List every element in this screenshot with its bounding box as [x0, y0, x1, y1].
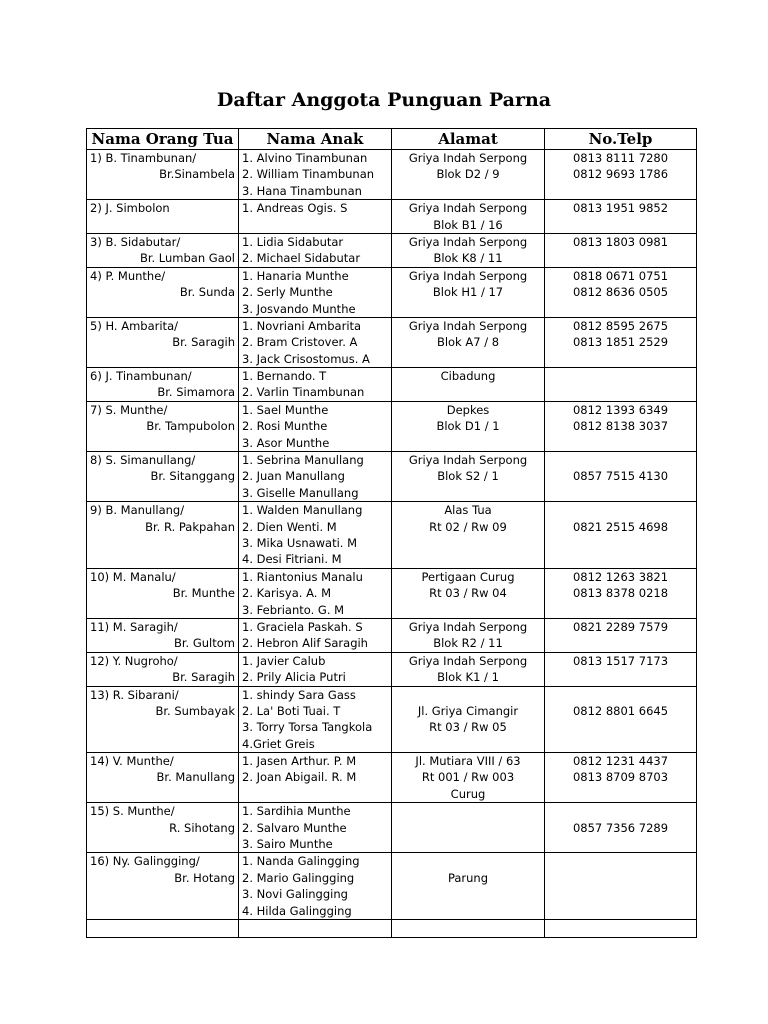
parent-name-line: 14) V. Munthe/: [90, 754, 174, 769]
child-name: 1. Lidia Sidabutar: [242, 234, 344, 249]
address-cell: [392, 200, 545, 234]
parent-name-cell: [87, 267, 239, 317]
table-row: [87, 452, 697, 502]
parent-name-line: Br. Manullang: [156, 770, 235, 785]
child-name: 2. Rosi Munthe: [242, 419, 328, 434]
address-line: Blok D1 / 1: [436, 419, 500, 434]
phone-number: 0813 8709 8703: [572, 770, 669, 785]
child-name: 1. Sael Munthe: [242, 402, 329, 417]
child-name: 3. Torry Torsa Tangkola: [242, 720, 373, 735]
phone-number: 0812 1231 4437: [572, 754, 669, 769]
parent-name-cell: [87, 200, 239, 234]
parent-name-line: Br. Hotang: [174, 870, 235, 885]
address-line: Pertigaan Curug: [421, 569, 515, 584]
address-line: Rt 03 / Rw 04: [429, 586, 507, 601]
address-cell: [392, 502, 545, 569]
address-line: Blok D2 / 9: [436, 167, 500, 182]
empty-cell: [239, 919, 392, 937]
child-name: 2. Serly Munthe: [242, 285, 333, 300]
address-cell: [392, 401, 545, 451]
parent-name-cell: [87, 317, 239, 367]
child-name: 3. Mika Usnawati. M: [242, 535, 358, 550]
phone-number: 0821 2515 4698: [572, 519, 669, 534]
parent-name-line: Br. Simamora: [157, 385, 235, 400]
phone-number: 0857 7356 7289: [572, 820, 669, 835]
table-row: [87, 568, 697, 618]
table-row: [87, 267, 697, 317]
child-name: 3. Asor Munthe: [242, 435, 330, 450]
children-names-cell: [239, 317, 392, 367]
phone-cell: [545, 618, 697, 652]
address-line: Blok R2 / 11: [433, 636, 503, 651]
member-table: [86, 128, 697, 938]
parent-name-line: 10) M. Manalu/: [90, 569, 176, 584]
parent-name-cell: [87, 618, 239, 652]
child-name: 2. Salvaro Munthe: [242, 820, 347, 835]
phone-cell: [545, 452, 697, 502]
parent-name-line: 9) B. Manullang/: [90, 503, 185, 518]
address-cell: [392, 368, 545, 402]
parent-name-cell: [87, 803, 239, 853]
children-names-cell: [239, 150, 392, 200]
address-line: [395, 853, 541, 869]
parent-name-line: 11) M. Saragih/: [90, 619, 178, 634]
phone-cell: [545, 502, 697, 569]
child-name: 1. Sebrina Manullang: [242, 453, 364, 468]
table-row: [87, 233, 697, 267]
child-name: 1. Bernando. T: [242, 369, 327, 384]
address-line: Rt 02 / Rw 09: [429, 519, 507, 534]
phone-cell: [545, 233, 697, 267]
phone-cell: [545, 150, 697, 200]
child-name: 2. La' Boti Tuai. T: [242, 703, 341, 718]
address-line: Blok K8 / 11: [433, 251, 503, 266]
parent-name-cell: [87, 686, 239, 753]
parent-name-line: 8) S. Simanullang/: [90, 453, 196, 468]
phone-number: 0812 1263 3821: [572, 569, 669, 584]
address-line: Depkes: [446, 402, 490, 417]
phone-cell: [545, 317, 697, 367]
page-title: Daftar Anggota Punguan Parna: [216, 89, 552, 111]
parent-name-line: 6) J. Tinambunan/: [90, 369, 192, 384]
child-name: 3. Giselle Manullang: [242, 485, 359, 500]
phone-number: 0857 7515 4130: [572, 469, 669, 484]
children-names-cell: [239, 853, 392, 920]
child-name: 2. Dien Wenti. M: [242, 519, 337, 534]
table-row: [87, 803, 697, 853]
address-line: Griya Indah Serpong: [408, 653, 528, 668]
address-line: [395, 687, 541, 703]
child-name: 1. Alvino Tinambunan: [242, 151, 368, 165]
child-name: 1. Nanda Galingging: [242, 854, 360, 869]
table-row: [87, 652, 697, 686]
table-row: [87, 368, 697, 402]
table-row: [87, 753, 697, 803]
address-cell: [392, 317, 545, 367]
parent-name-line: Br. Saragih: [172, 335, 235, 350]
table-header-row: [87, 129, 697, 150]
address-line: Blok B1 / 16: [433, 217, 503, 232]
address-line: Cibadung: [440, 369, 496, 384]
child-name: 1. Javier Calub: [242, 653, 326, 668]
phone-cell: [545, 368, 697, 402]
parent-name-line: Br.Sinambela: [159, 167, 235, 182]
child-name: 3. Josvando Munthe: [242, 301, 356, 316]
phone-number: 0812 8138 3037: [572, 419, 669, 434]
address-cell: [392, 233, 545, 267]
address-line: Griya Indah Serpong: [408, 268, 528, 283]
parent-name-line: 15) S. Munthe/: [90, 804, 175, 819]
address-line: Blok H1 / 17: [432, 285, 504, 300]
phone-number: 0812 1393 6349: [572, 402, 669, 417]
phone-number: 0821 2289 7579: [572, 619, 669, 634]
address-line: Alas Tua: [444, 503, 492, 518]
parent-name-line: Br. Saragih: [172, 670, 235, 685]
phone-cell: [545, 200, 697, 234]
child-name: 2. Joan Abigail. R. M: [242, 770, 357, 785]
parent-name-line: Br. Sumbayak: [155, 703, 235, 718]
address-line: Griya Indah Serpong: [408, 201, 528, 216]
phone-number: 0813 1803 0981: [572, 234, 669, 249]
address-line: Blok K1 / 1: [437, 670, 499, 685]
address-cell: [392, 803, 545, 853]
parent-name-line: Br. Lumban Gaol: [139, 251, 235, 266]
children-names-cell: [239, 753, 392, 803]
phone-number: 0812 9693 1786: [572, 167, 669, 182]
header-phone: No.Telp: [545, 129, 697, 150]
address-line: Griya Indah Serpong: [408, 619, 528, 634]
children-names-cell: [239, 267, 392, 317]
empty-cell: [392, 919, 545, 937]
parent-name-cell: [87, 568, 239, 618]
phone-number: 0812 8636 0505: [572, 285, 669, 300]
phone-cell: [545, 803, 697, 853]
child-name: 3. Novi Galingging: [242, 887, 348, 902]
parent-name-cell: [87, 753, 239, 803]
phone-number: [548, 452, 693, 468]
child-name: 1. Graciela Paskah. S: [242, 619, 363, 634]
address-cell: [392, 853, 545, 920]
children-names-cell: [239, 233, 392, 267]
children-names-cell: [239, 200, 392, 234]
parent-name-line: Br. Sunda: [179, 285, 235, 300]
child-name: 1. Sardihia Munthe: [242, 804, 351, 819]
phone-cell: [545, 652, 697, 686]
address-line: Blok A7 / 8: [436, 335, 500, 350]
phone-number: [548, 687, 693, 703]
phone-number: 0813 1951 9852: [572, 201, 669, 216]
children-names-cell: [239, 368, 392, 402]
phone-cell: [545, 853, 697, 920]
parent-name-cell: [87, 150, 239, 200]
phone-cell: [545, 686, 697, 753]
address-line: Griya Indah Serpong: [408, 234, 528, 249]
phone-number: 0818 0671 0751: [572, 268, 669, 283]
table-row: [87, 853, 697, 920]
parent-name-line: 12) Y. Nugroho/: [90, 653, 178, 668]
address-line: Parung: [447, 870, 489, 885]
phone-number: 0813 1517 7173: [572, 653, 669, 668]
children-names-cell: [239, 652, 392, 686]
parent-name-cell: [87, 233, 239, 267]
address-cell: [392, 267, 545, 317]
child-name: 4. Hilda Galingging: [242, 903, 352, 918]
child-name: 2. Juan Manullang: [242, 469, 345, 484]
header-children-names: Nama Anak: [239, 129, 392, 150]
parent-name-line: 16) Ny. Galingging/: [90, 854, 200, 869]
children-names-cell: [239, 401, 392, 451]
address-line: Blok S2 / 1: [437, 469, 499, 484]
header-parent-name: Nama Orang Tua: [87, 129, 239, 150]
child-name: 1. Jasen Arthur. P. M: [242, 754, 357, 769]
table-row: [87, 317, 697, 367]
parent-name-line: 7) S. Munthe/: [90, 402, 168, 417]
address-cell: [392, 686, 545, 753]
child-name: 2. Michael Sidabutar: [242, 251, 361, 266]
table-row: [87, 150, 697, 200]
address-line: Rt 03 / Rw 05: [429, 720, 507, 735]
child-name: 3. Jack Crisostomus. A: [242, 351, 370, 366]
parent-name-line: Br. Munthe: [172, 586, 235, 601]
table-body: [87, 150, 697, 938]
parent-name-cell: [87, 853, 239, 920]
parent-name-line: 5) H. Ambarita/: [90, 318, 178, 333]
child-name: 1. Hanaria Munthe: [242, 268, 349, 283]
parent-name-line: Br. R. Pakpahan: [145, 519, 235, 534]
address-line: Griya Indah Serpong: [408, 318, 528, 333]
child-name: 1. Riantonius Manalu: [242, 569, 363, 584]
child-name: 3. Sairo Munthe: [242, 837, 333, 852]
address-line: Curug: [450, 786, 486, 801]
empty-table-row: [87, 919, 697, 937]
children-names-cell: [239, 452, 392, 502]
phone-cell: [545, 267, 697, 317]
table-row: [87, 686, 697, 753]
parent-name-line: R. Sihotang: [169, 820, 235, 835]
child-name: 2. Prily Alicia Putri: [242, 670, 346, 685]
children-names-cell: [239, 618, 392, 652]
child-name: 3. Hana Tinambunan: [242, 183, 362, 198]
parent-name-line: 1) B. Tinambunan/: [90, 151, 197, 165]
address-cell: [392, 150, 545, 200]
table-row: [87, 618, 697, 652]
child-name: 2. Varlin Tinambunan: [242, 385, 365, 400]
child-name: 1. Walden Manullang: [242, 503, 363, 518]
address-line: Griya Indah Serpong: [408, 151, 528, 165]
address-cell: [392, 618, 545, 652]
children-names-cell: [239, 502, 392, 569]
child-name: 2. Karisya. A. M: [242, 586, 331, 601]
table-row: [87, 502, 697, 569]
phone-number: 0812 8595 2675: [572, 318, 669, 333]
phone-cell: [545, 753, 697, 803]
child-name: 2. Mario Galingging: [242, 870, 355, 885]
parent-name-cell: [87, 452, 239, 502]
child-name: 4. Desi Fitriani. M: [242, 552, 342, 567]
phone-number: 0813 1851 2529: [572, 335, 669, 350]
table-row: [87, 401, 697, 451]
header-address: Alamat: [392, 129, 545, 150]
phone-cell: [545, 401, 697, 451]
phone-cell: [545, 568, 697, 618]
phone-number: 0812 8801 6645: [572, 703, 669, 718]
address-line: Rt 001 / Rw 003: [421, 770, 515, 785]
children-names-cell: [239, 803, 392, 853]
child-name: 1. Andreas Ogis. S: [242, 201, 348, 216]
parent-name-cell: [87, 368, 239, 402]
address-cell: [392, 568, 545, 618]
child-name: 2. Hebron Alif Saragih: [242, 636, 368, 651]
child-name: 3. Febrianto. G. M: [242, 602, 345, 617]
child-name: 2. William Tinambunan: [242, 167, 375, 182]
phone-number: [548, 502, 693, 518]
child-name: 4.Griet Greis: [242, 736, 315, 751]
phone-number: 0813 8378 0218: [572, 586, 669, 601]
address-cell: [392, 452, 545, 502]
parent-name-line: Br. Tampubolon: [146, 419, 235, 434]
phone-number: [548, 803, 693, 819]
phone-number: 0813 8111 7280: [572, 151, 669, 165]
address-cell: [392, 753, 545, 803]
table-row: [87, 200, 697, 234]
parent-name-line: Br. Sitanggang: [150, 469, 235, 484]
parent-name-cell: [87, 652, 239, 686]
child-name: 1. Novriani Ambarita: [242, 318, 362, 333]
child-name: 2. Bram Cristover. A: [242, 335, 358, 350]
parent-name-cell: [87, 502, 239, 569]
empty-cell: [545, 919, 697, 937]
address-line: Griya Indah Serpong: [408, 453, 528, 468]
parent-name-line: 2) J. Simbolon: [90, 201, 170, 216]
address-cell: [392, 652, 545, 686]
children-names-cell: [239, 568, 392, 618]
child-name: 1. shindy Sara Gass: [242, 687, 356, 702]
parent-name-line: 4) P. Munthe/: [90, 268, 166, 283]
address-line: Jl. Griya Cimangir: [417, 703, 519, 718]
parent-name-line: 13) R. Sibarani/: [90, 687, 179, 702]
parent-name-line: Br. Gultom: [173, 636, 235, 651]
empty-cell: [87, 919, 239, 937]
parent-name-line: 3) B. Sidabutar/: [90, 234, 181, 249]
parent-name-cell: [87, 401, 239, 451]
children-names-cell: [239, 686, 392, 753]
address-line: Jl. Mutiara VIII / 63: [415, 754, 521, 769]
